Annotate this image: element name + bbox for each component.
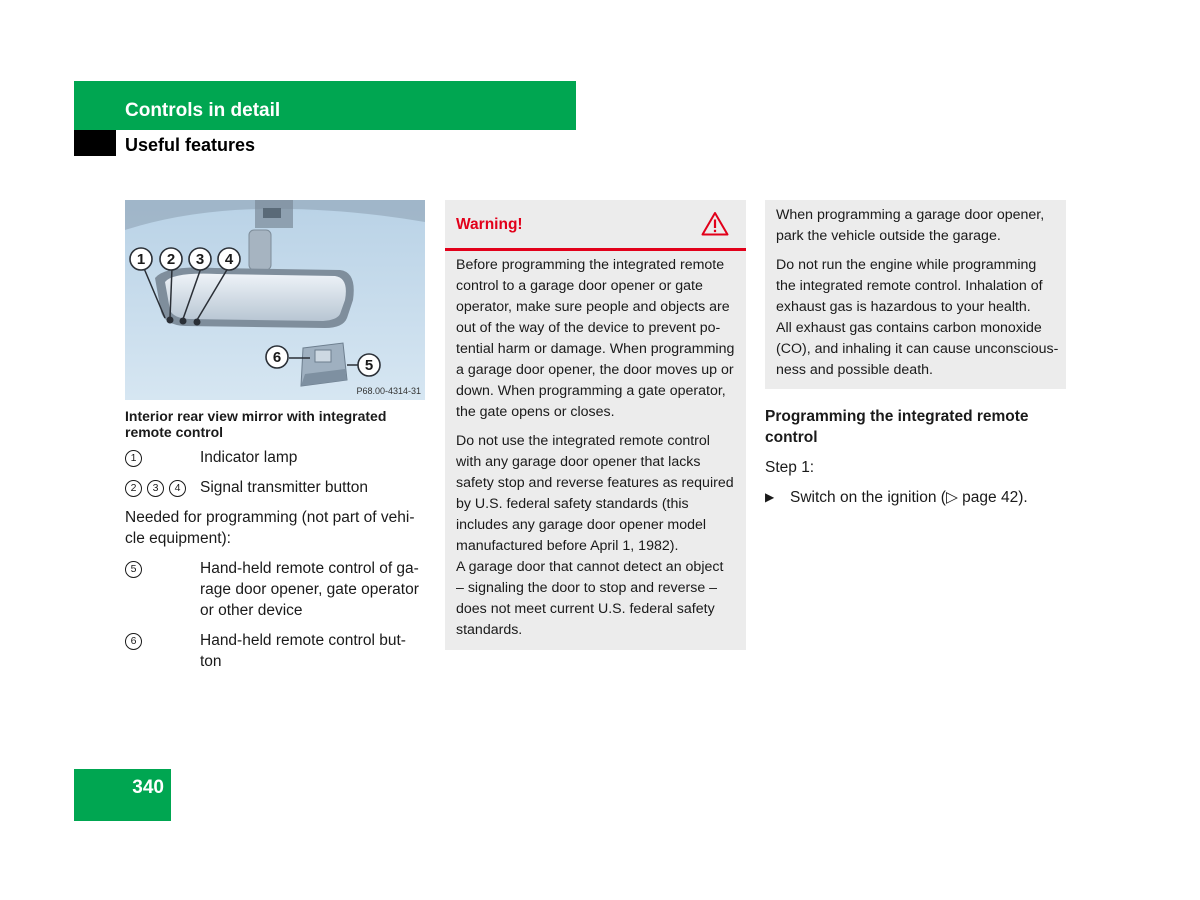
text-line: Hand-held remote control but- [200, 632, 406, 649]
text-line: rage door opener, gate operator [200, 581, 419, 598]
text-line: cle equipment): [125, 530, 231, 547]
legend-number [125, 477, 191, 498]
needed-note [125, 507, 430, 549]
legend-item-6 [125, 630, 430, 672]
text-line: manufactured before April 1, 1982). [456, 538, 679, 554]
bullet-arrow-icon: ▶ [765, 490, 775, 504]
text-line: exhaust gas is hazardous to your health. [776, 299, 1031, 315]
callout-1: 1 [136, 251, 146, 268]
callout-6: 6 [272, 349, 282, 366]
text-line: or other device [200, 602, 303, 619]
warning-paragraph-1 [456, 255, 738, 423]
text-line: by U.S. federal safety standards (this [456, 496, 689, 512]
circled-number-4: 4 [169, 480, 186, 497]
page-number-box [74, 769, 171, 821]
warning-box [445, 200, 746, 650]
circled-number-3: 3 [147, 480, 164, 497]
section-title: Controls in detail [125, 100, 281, 121]
legend-text: Signal transmitter button [200, 479, 369, 496]
callout-5: 5 [364, 357, 374, 374]
text-line: with any garage door opener that lacks [456, 454, 701, 470]
text-line: standards. [456, 622, 523, 638]
text-line: park the vehicle outside the garage. [776, 228, 1001, 244]
text-line: – signaling the door to stop and reverse – [456, 580, 718, 596]
text-line: Do not use the integrated remote control [456, 433, 710, 449]
legend-text: Indicator lamp [200, 449, 298, 466]
circled-number-1: 1 [125, 450, 142, 467]
legend-number [125, 630, 147, 651]
text-line: includes any garage door opener model [456, 517, 707, 533]
subsection-title: Useful features [125, 135, 256, 155]
figure-code: P68.00-4314-31 [356, 386, 421, 396]
step-label: Step 1: [765, 459, 815, 476]
text-line: down. When programming a gate operator, [456, 383, 726, 399]
text-line: A garage door that cannot detect an object [456, 559, 724, 575]
text-line: Hand-held remote control of ga- [200, 560, 419, 577]
text-line: a garage door opener, the door moves up or [456, 362, 734, 378]
text-line: (CO), and inhaling it can cause unconscious- [776, 341, 1059, 357]
legend-number [125, 447, 147, 468]
text-line: the gate opens or closes. [456, 404, 615, 420]
text-line: tential harm or damage. When programming [456, 341, 735, 357]
text-line: When programming a garage door opener, [776, 207, 1045, 223]
warning-title: Warning! [456, 216, 523, 233]
circled-number-2: 2 [125, 480, 142, 497]
text-line: out of the way of the device to prevent po- [456, 320, 721, 336]
figure-caption: Interior rear view mirror with integrated remote control [125, 408, 387, 440]
text-line: the integrated remote control. Inhalation of [776, 278, 1043, 294]
note-paragraph-1 [776, 205, 1061, 247]
text-line: control [765, 429, 818, 446]
warning-paragraph-2 [456, 431, 738, 641]
callout-2: 2 [166, 251, 176, 268]
legend-text [200, 630, 430, 672]
text-line: ness and possible death. [776, 362, 933, 378]
page-number: 340 [132, 777, 164, 798]
circled-number-5: 5 [125, 561, 142, 578]
circled-number-6: 6 [125, 633, 142, 650]
legend-item-5 [125, 558, 430, 621]
text-line: ton [200, 653, 222, 670]
section-marker [74, 130, 116, 156]
environment-note-box [765, 200, 1066, 389]
text-line: Programming the integrated remote [765, 408, 1029, 425]
callout-4: 4 [224, 251, 234, 268]
warning-header [445, 200, 746, 251]
legend-number [125, 558, 147, 579]
text-line: safety stop and reverse features as required [456, 475, 734, 491]
text-line: Before programming the integrated remote [456, 257, 725, 273]
mirror-illustration [125, 200, 425, 400]
step-instruction: Switch on the ignition (▷ page 42). [790, 489, 1028, 506]
text-line: does not meet current U.S. federal safety [456, 601, 715, 617]
text-line: Do not run the engine while programming [776, 257, 1037, 273]
text-line: control to a garage door opener or gate [456, 278, 703, 294]
text-line: operator, make sure people and objects are [456, 299, 730, 315]
note-paragraph-2 [776, 255, 1061, 381]
text-line: Needed for programming (not part of vehi- [125, 509, 415, 526]
callout-3: 3 [195, 251, 205, 268]
legend-text [200, 558, 430, 621]
warning-triangle-icon [701, 211, 729, 241]
text-line: All exhaust gas contains carbon monoxide [776, 320, 1042, 336]
programming-heading [765, 406, 1065, 448]
